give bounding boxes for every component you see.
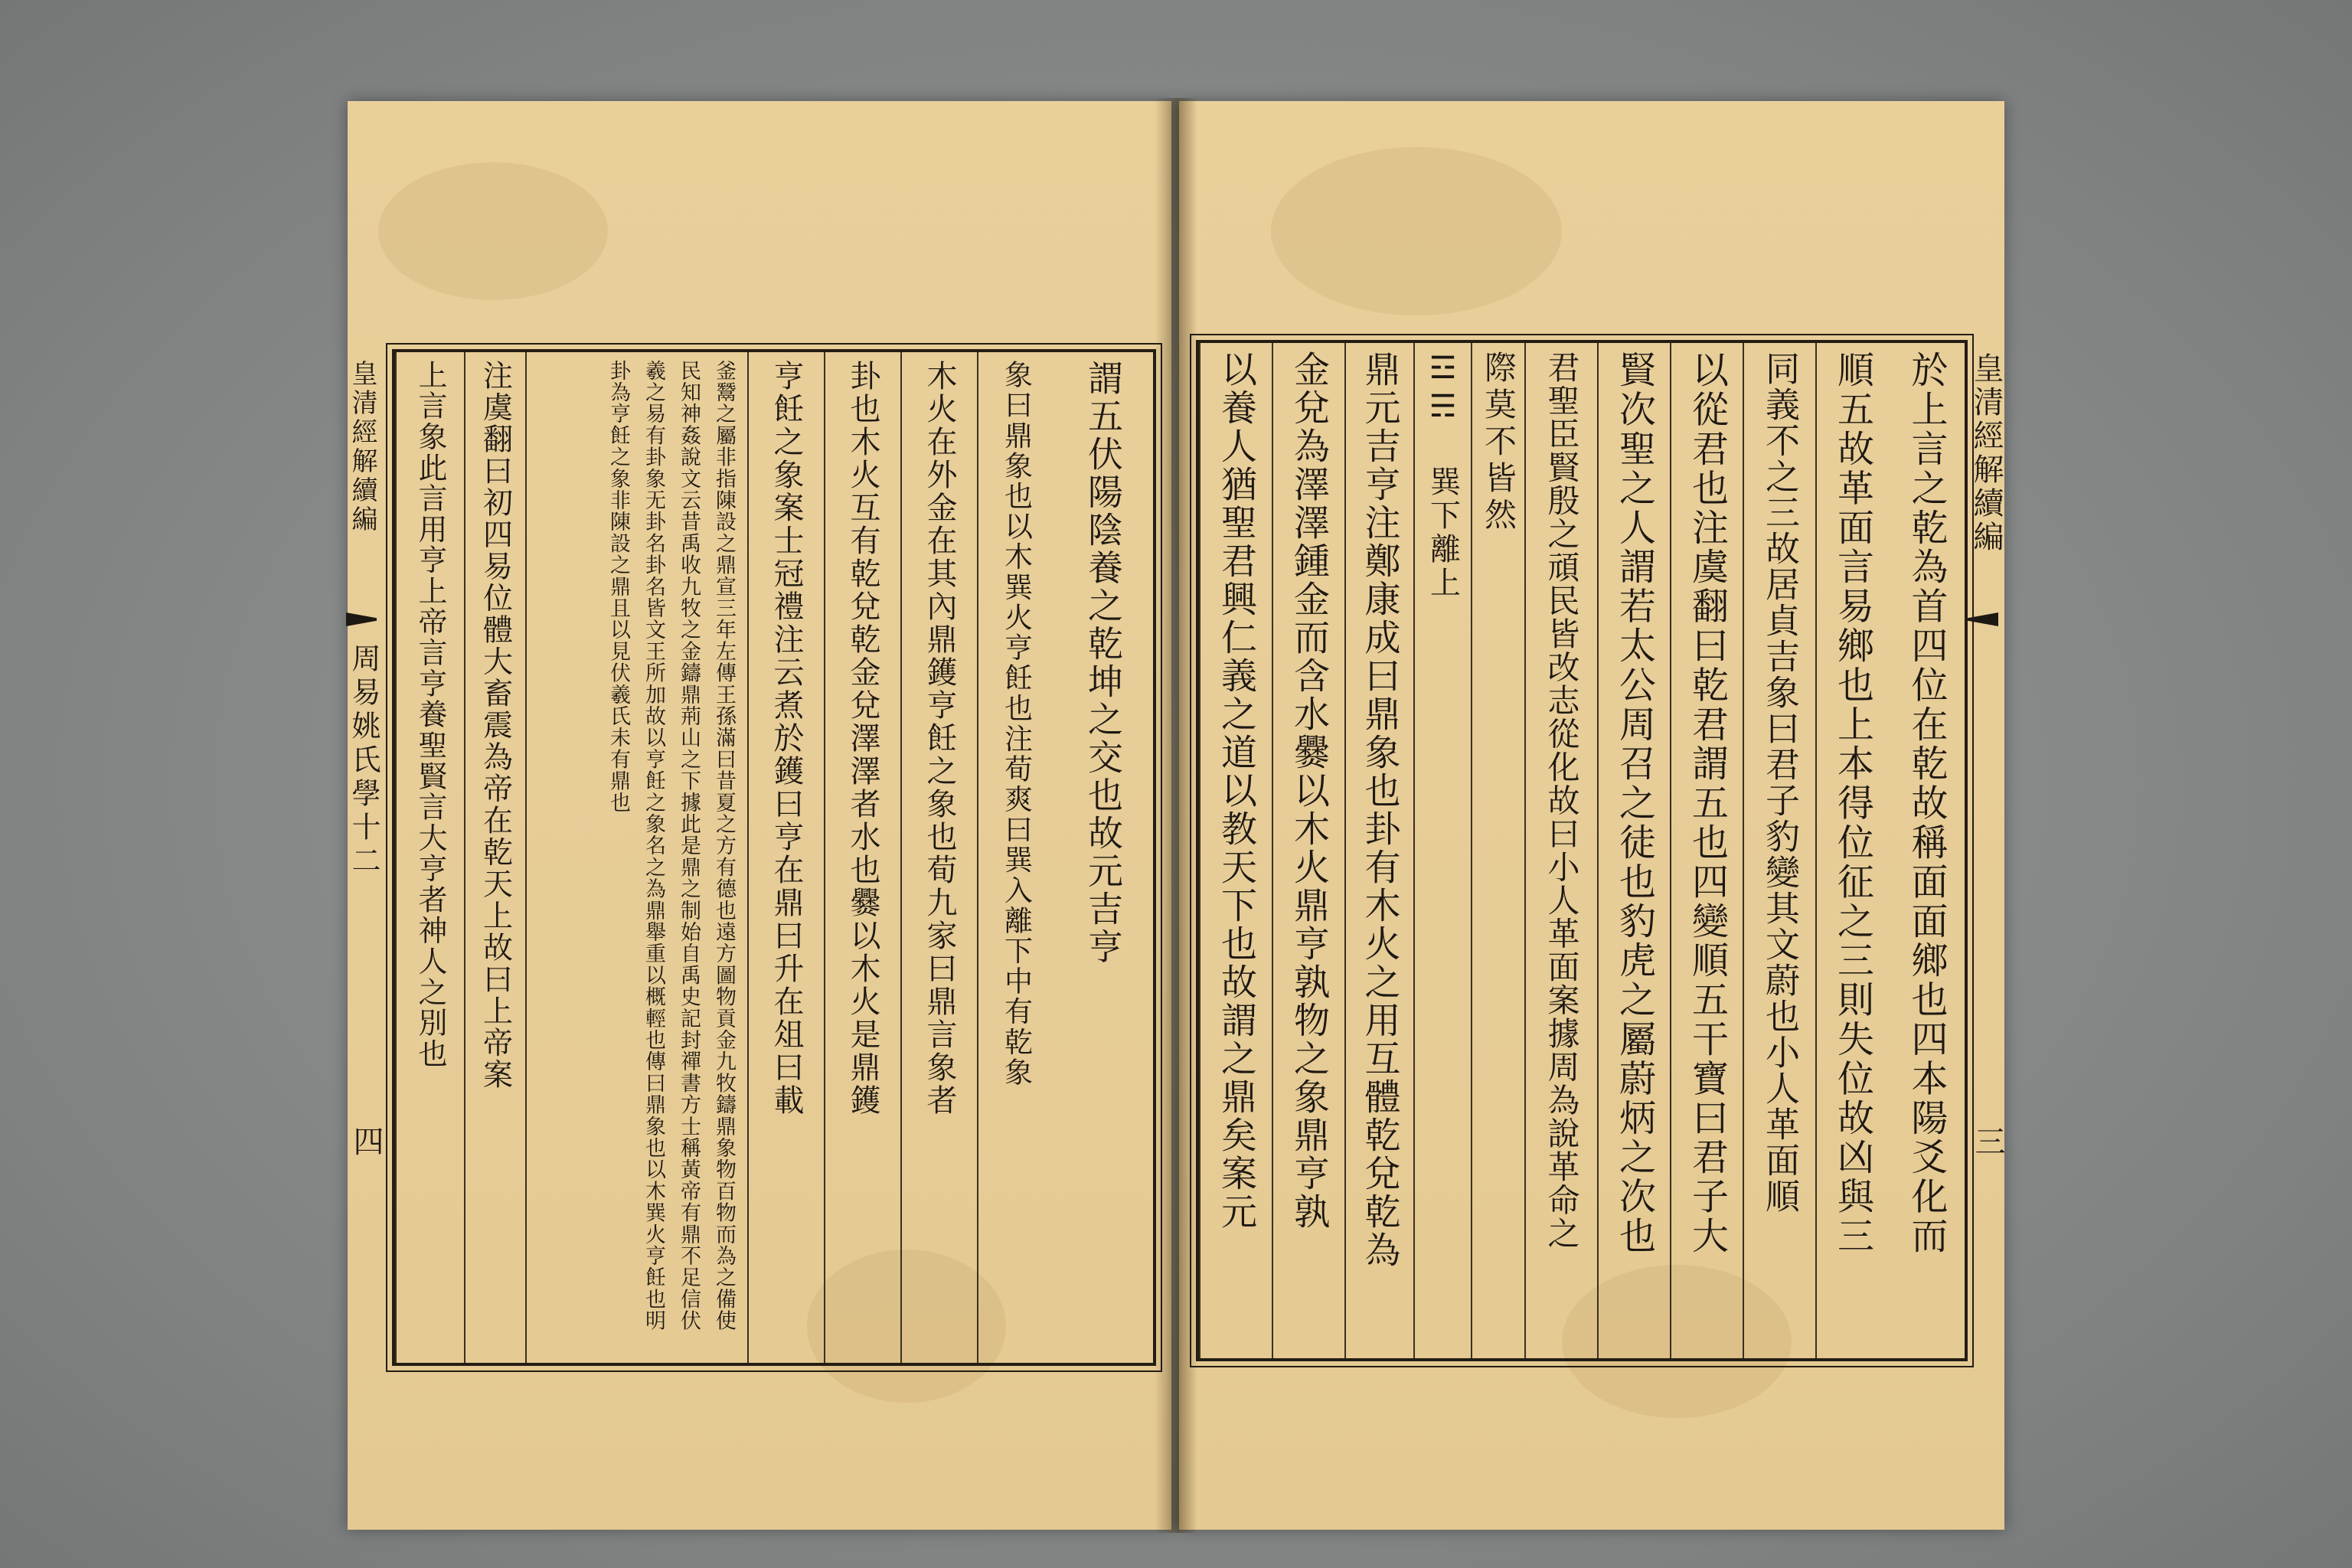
column-text: 象曰鼎象也以木巽火亨飪也注荀爽曰巽入離下中有乾象 [999, 360, 1033, 1088]
column-3 [1743, 343, 1815, 1358]
commentary-text: 釜鬵之屬非指陳設之鼎宣三年左傳王孫滿曰昔夏之方有德也遠方圖物貢金九牧鑄鼎象物百物而為之備使民知神姦說文云昔禹收九牧之金鑄鼎荊山之下據此是鼎之制始自禹史記封禪書方士稱黃帝有鼎不足信伏羲之易有卦象无卦名卦名皆文王所加故以亨飪之象名之為鼎舉重以概輕也傳曰鼎象也以木巽火亨飪也明卦為亨飪之象非陳設之鼎且以見伏羲氏未有鼎也 [606, 360, 736, 1331]
right-text-frame [1196, 340, 1968, 1361]
column-text: 上言象此言用亨上帝言亨養聖賢言大亨者神人之別也 [413, 360, 447, 1070]
column-7 [464, 352, 525, 1363]
column-9 [1344, 343, 1413, 1358]
column-4 [1670, 343, 1743, 1358]
right-page-number: 三 [1970, 1125, 2005, 1156]
column-text: 君聖臣賢殷之頑民皆改志從化故曰小人革面案據周為說革命之 [1543, 351, 1581, 1250]
column-text: 於上言之乾為首四位在乾故稱面面鄉也四本陽爻化而 [1905, 351, 1948, 1256]
left-page-number: 四 [348, 1125, 384, 1156]
column-3 [900, 352, 977, 1363]
column-text: 鼎元吉亨注鄭康成曰鼎象也卦有木火之用互體乾兌乾為 [1358, 351, 1401, 1269]
column-1 [1054, 352, 1153, 1363]
column-text: 注虞翻曰初四易位體大畜震為帝在乾天上故曰上帝案 [478, 360, 513, 1091]
hexagram-label: ☲☴ 巽下離上 [1425, 351, 1461, 600]
column-text: 以從君也注虞翻曰乾君謂五也四變順五干寶曰君子大 [1685, 351, 1729, 1256]
hexagram-column [1413, 343, 1471, 1358]
column-1 [1888, 343, 1965, 1358]
paper-stain [378, 162, 608, 300]
column-text: 亨飪之象案士冠禮注云煮於鑊曰亨在鼎曰升在俎曰載 [769, 360, 804, 1117]
paper-stain [1271, 147, 1562, 315]
column-text: 木火在外金在其內鼎鑊亨飪之象也荀九家曰鼎言象者 [922, 360, 957, 1117]
column-text: 金兌為澤澤鍾金而含水爨以木火鼎亨孰物之象鼎亨孰 [1288, 351, 1330, 1231]
column-text: 順五故革面言易鄉也上本得位征之三則失位故凶與三 [1831, 351, 1874, 1256]
column-text: 卦也木火互有乾兌乾金兌澤澤者水也爨以木火是鼎鑊 [845, 360, 880, 1117]
column-7 [1471, 343, 1524, 1358]
column-text: 同義不之三故居貞吉象曰君子豹變其文蔚也小人革面順 [1759, 351, 1800, 1214]
column-6 [1524, 343, 1597, 1358]
column-10 [1272, 343, 1344, 1358]
column-text: 賢次聖之人謂若太公周召之徒也豹虎之屬蔚炳之次也 [1612, 351, 1656, 1256]
column-5 [1597, 343, 1670, 1358]
column-4 [824, 352, 900, 1363]
column-2 [977, 352, 1054, 1363]
right-book-title: 皇清經解續編 [1968, 352, 2004, 554]
book-spine [1155, 98, 1197, 1533]
left-chapter-title: 周易姚氏學十二 [347, 643, 381, 879]
column-5 [747, 352, 824, 1363]
column-text: 謂五伏陽陰養之乾坤之交也故元吉亨 [1083, 360, 1124, 966]
column-2 [1815, 343, 1888, 1358]
column-text: 際莫不皆然 [1480, 351, 1517, 534]
column-text: 以養人猶聖君興仁義之道以教天下也故謂之鼎矣案元 [1215, 351, 1257, 1231]
column-8 [395, 352, 464, 1363]
left-text-frame [392, 349, 1156, 1366]
column-11 [1199, 343, 1272, 1358]
left-book-title: 皇清經解續編 [347, 360, 377, 534]
commentary-block [525, 352, 747, 1363]
